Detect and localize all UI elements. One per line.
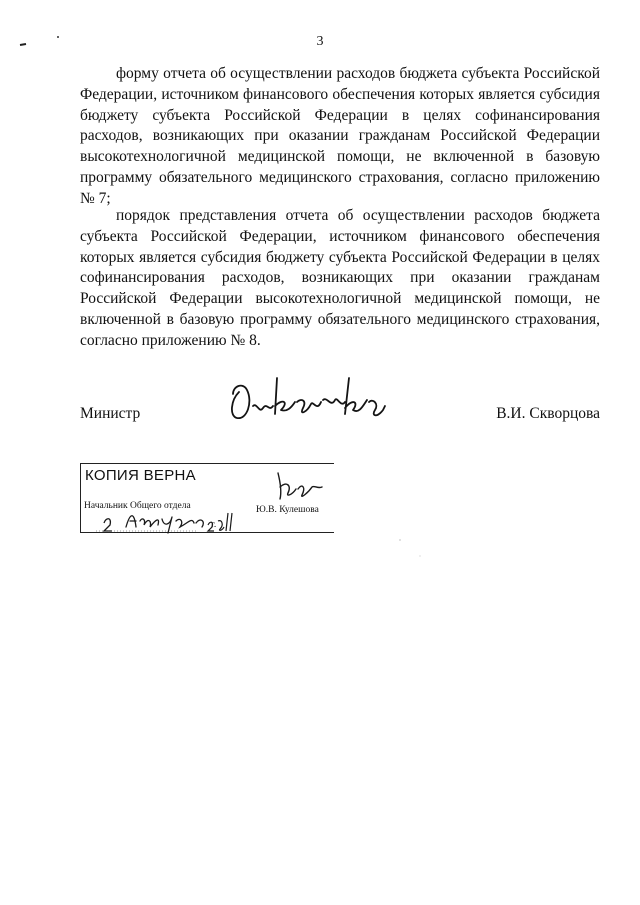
stamp-person: Ю.В. Кулешова xyxy=(256,505,319,515)
paragraph-report-form: форму отчета об осуществлении расходов бюджета субъекта Российской Федерации, источником финансового обеспечения которых является субсидия бюджету субъекта Российской Федерации в целях софинансирования расходов, возникающих при оказании гражданам Российской Федерации высокотехнологичной медицинской помощи, не включенной в базовую программу обязательного медицинского страхования, согласно приложению № 7; xyxy=(80,65,600,207)
stamp-date-suffix: г. xyxy=(211,520,217,530)
stamp-position: Начальник Общего отдела xyxy=(84,501,191,511)
page-number: 3 xyxy=(316,34,324,49)
stamp-header: КОПИЯ ВЕРНА xyxy=(85,467,196,484)
signatory-name: В.И. Скворцова xyxy=(496,405,600,422)
handwritten-signature xyxy=(225,372,415,432)
stamp-signature xyxy=(270,467,330,507)
signatory-title: Министр xyxy=(80,405,141,422)
paragraph-report-procedure: порядок представления отчета об осуществлении расходов бюджета субъекта Российской Федерации, источником финансового обеспечения которых является субсидия бюджету субъекта Российской Федерации в целях софинансирования расходов, возникающих при оказании гражданам Российской Федерации высокотехнологичной медицинской помощи, не включенной в базовую программу обязательного медицинского страхования, согласно приложению № 8. xyxy=(80,207,600,349)
handwritten-date xyxy=(96,503,236,535)
